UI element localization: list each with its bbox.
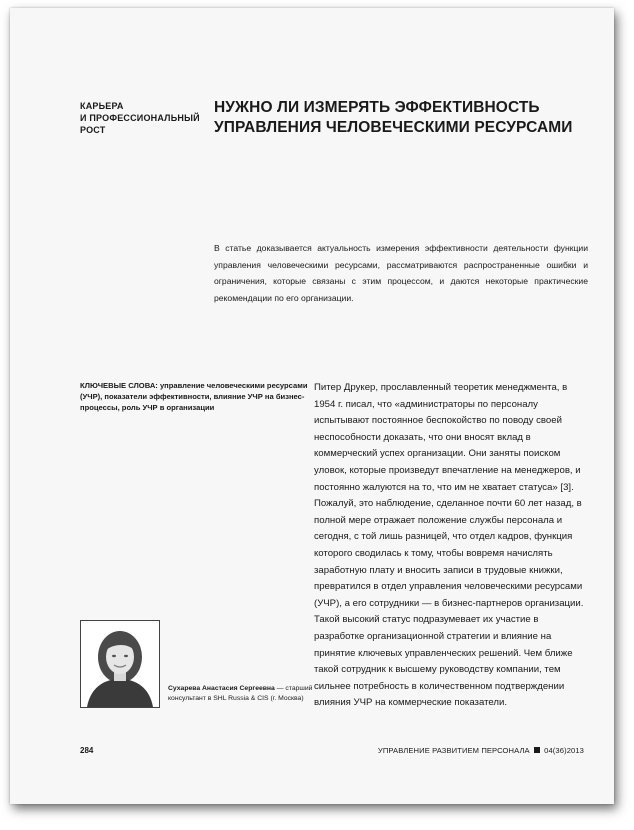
author-description: — старший консультант в SHL Russia & CIS (г. Москва) [168,685,313,702]
author-caption [168,684,328,704]
title-line-1: НУЖНО ЛИ ИЗМЕРЯТЬ ЭФФЕКТИВНОСТЬ [214,99,540,116]
author-portrait-icon [81,621,159,707]
square-separator-icon [534,747,540,753]
author-name: Сухарева Анастасия Сергеевна [168,685,275,692]
title-line-2: УПРАВЛЕНИЯ ЧЕЛОВЕЧЕСКИМИ РЕСУРСАМИ [214,119,573,136]
section-line-1: КАРЬЕРА [80,101,124,111]
article-title [214,98,594,138]
journal-footer [378,746,584,755]
journal-name: УПРАВЛЕНИЕ РАЗВИТИЕМ ПЕРСОНАЛА [377,746,530,755]
author-photo [80,620,160,708]
journal-issue: 04(36)2013 [544,746,584,755]
keywords: КЛЮЧЕВЫЕ СЛОВА: управление человеческими ресурсами (УЧР), показатели эффективности, влияние УЧР на бизнес-процессы, роль УЧР в организации [80,381,308,412]
section-line-3: РОСТ [80,125,106,135]
article-body: Питер Друкер, прославленный теоретик менеджмента, в 1954 г. писал, что «администраторы по персоналу испытывают постоянное беспокойство по поводу своей неспособности доказать, что они вносят вклад в коммерческий успех организации. Они заняты поиском уловок, которые произведут впечатление на менеджеров, и постоянно жалуются на то, что им не хватает статуса» [3]. Пожалуй, это наблюдение, сделанное почти 60 лет назад, в полной мере отражает положение службы персонала и сегодня, с той лишь разницей, что отдел кадров, функция которого сводилась к тому, чтобы вовремя начислять заработную плату и вносить записи в трудовые книжки, превратился в отдел управления человеческими ресурсами (УЧР), а его сотрудники — в бизнес-партнеров организации. Такой высокий статус подразумевает их участие в разработке организационной стратегии и влияние на принятие ключевых управленческих решений. Чем ближе такой сотрудник к высшему руководству компании, тем сильнее потребность в количественном подтверждении влияния УЧР на коммерческие показатели. [314,382,584,709]
article-abstract: В статье доказывается актуальность измерения эффективности деятельности функции управления человеческими ресурсами, рассматриваются распространенные ошибки и ограничения, которые связаны с этим процессом, и даются некоторые практические рекомендации по его организации. [214,243,588,303]
section-line-2: И ПРОФЕССИОНАЛЬНЫЙ [80,113,200,123]
page-number: 284 [80,746,94,755]
magazine-page [10,8,614,804]
section-heading [80,100,200,136]
